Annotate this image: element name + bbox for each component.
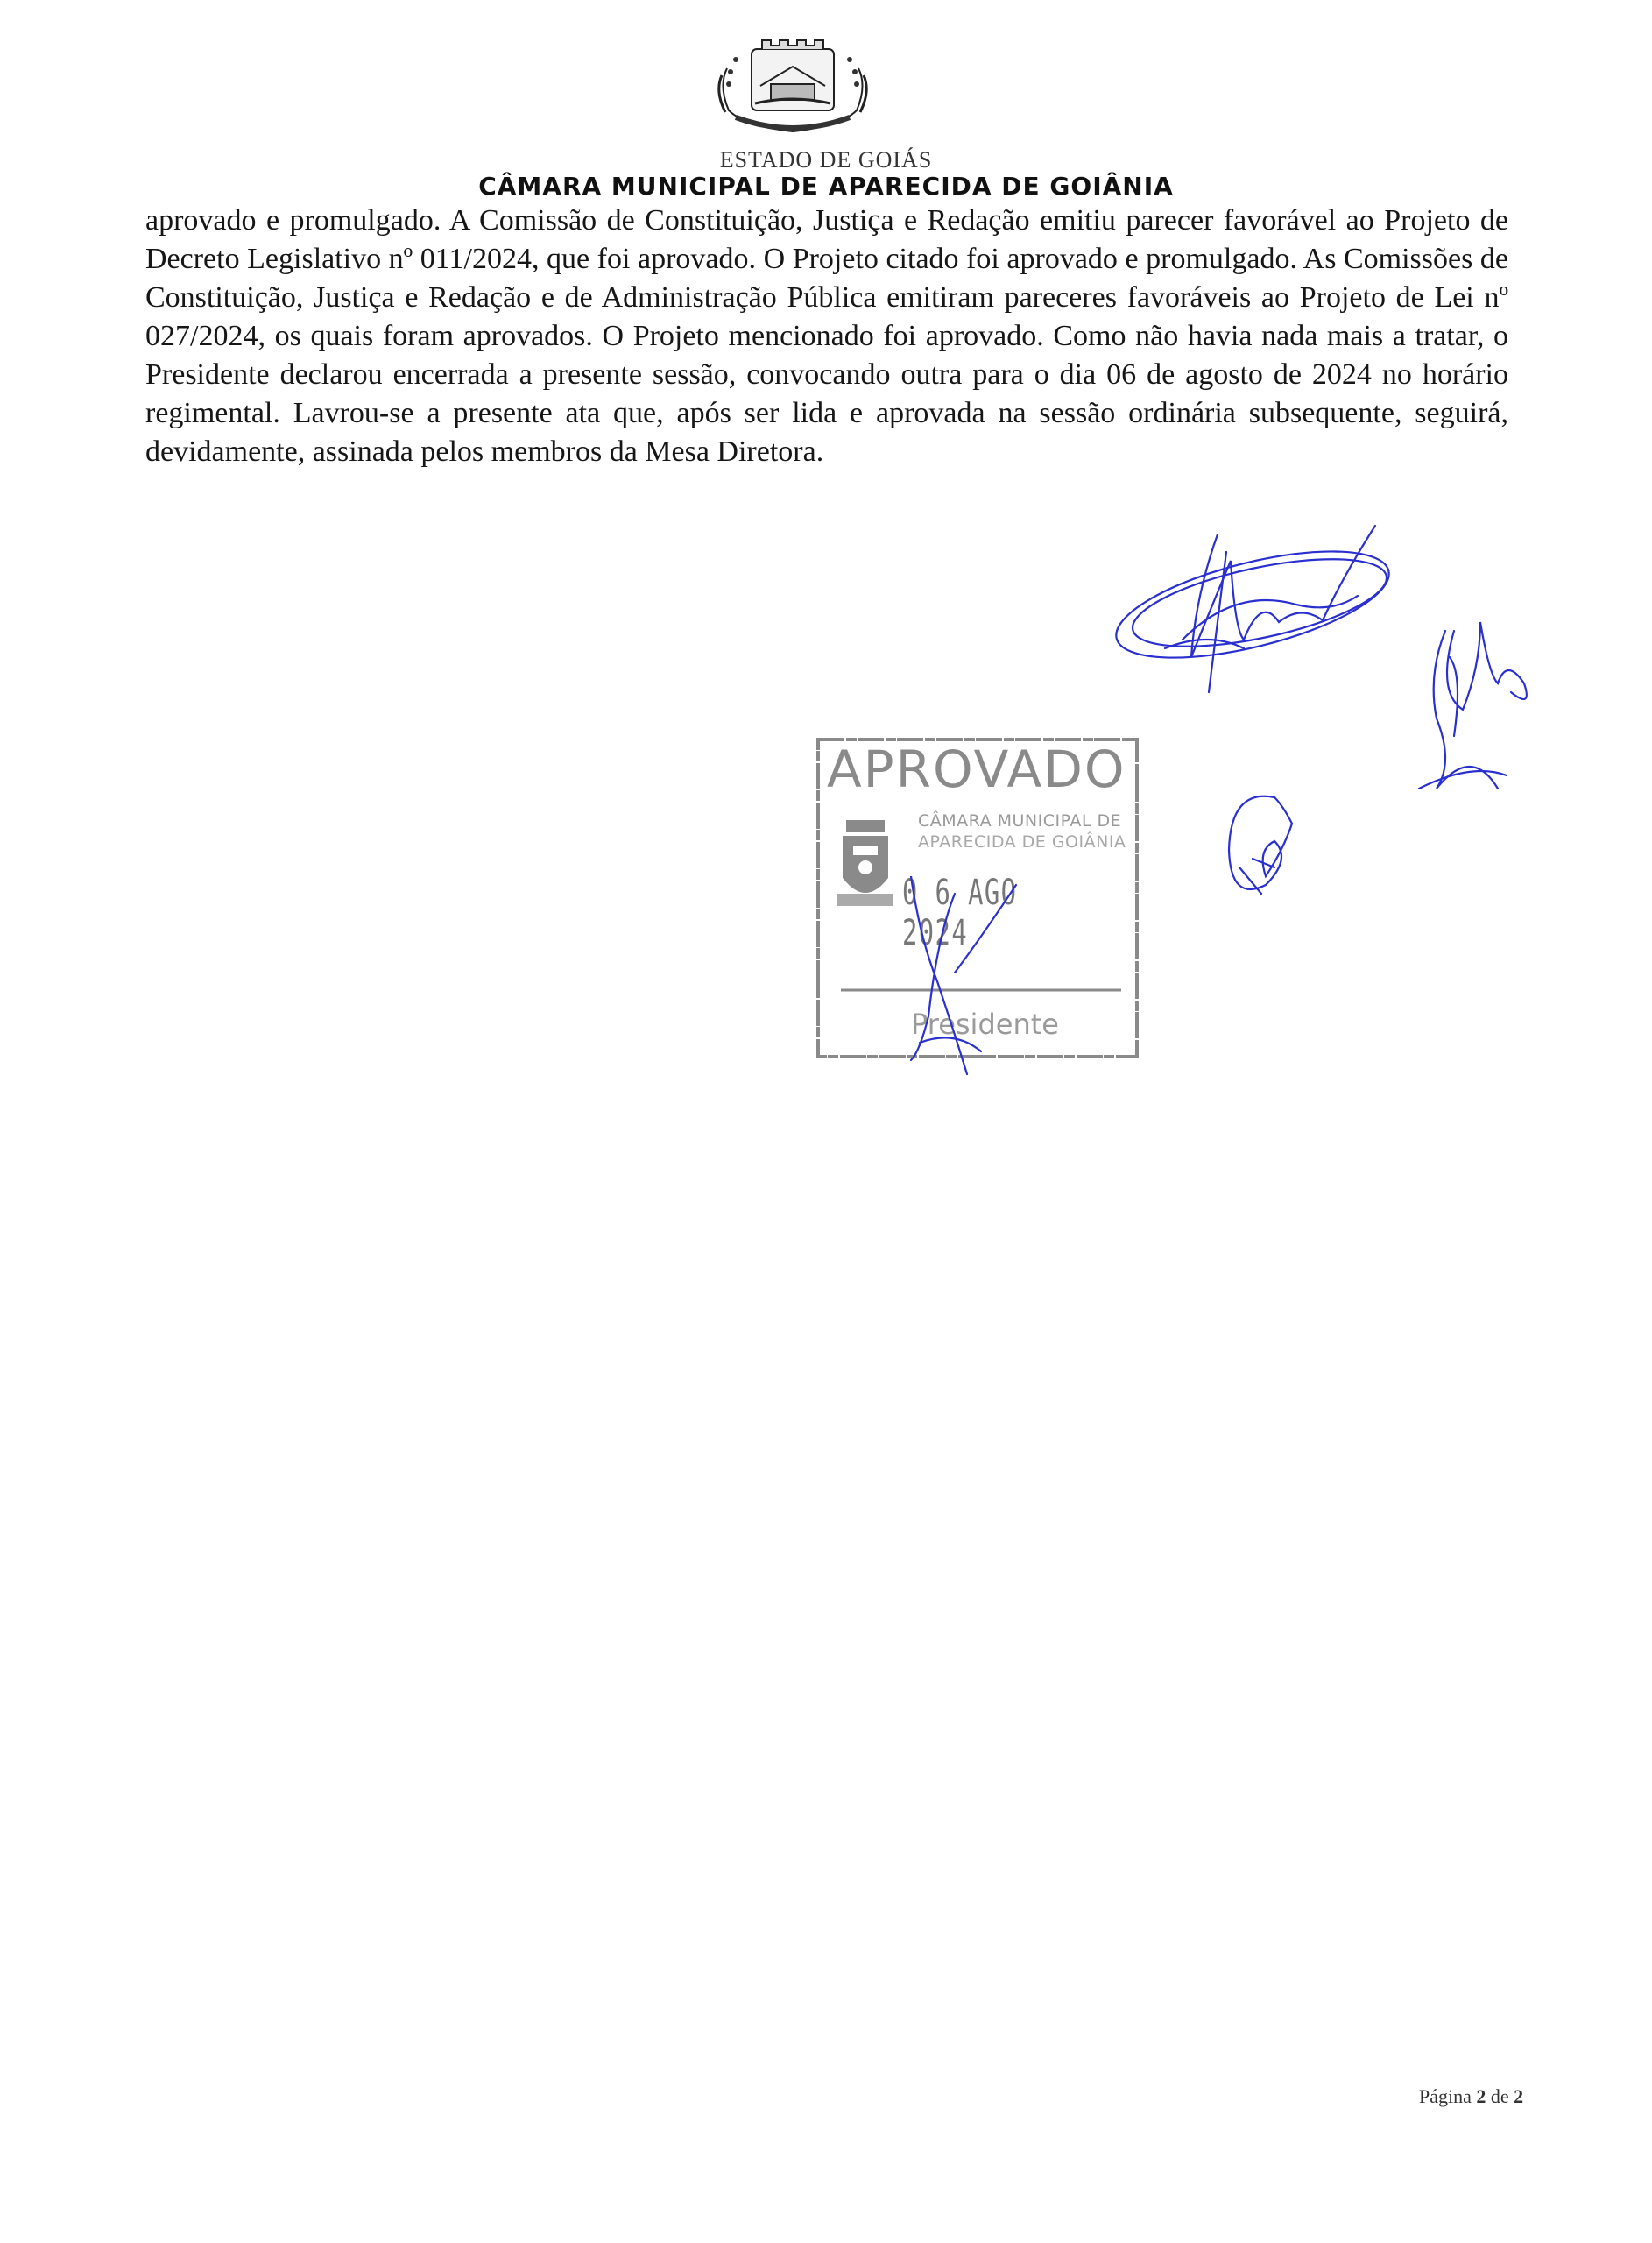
stamp-institution-line1: CÂMARA MUNICIPAL DE <box>918 811 1122 831</box>
stamp-signature <box>902 876 1034 1078</box>
stamp-date: 0 6 AGO 2024 <box>902 873 1018 953</box>
signature-3 <box>1222 780 1301 911</box>
page-separator: de <box>1490 2085 1509 2107</box>
minutes-body-text: aprovado e promulgado. A Comissão de Constituição, Justiça e Redação emitiu parecer favorável ao Projeto de Decreto Legislativo nº 011/2024, que foi aprovado. O Projeto citado foi aprovado e promulgado. As Comissões de Constituição, Justiça e Redação e de Administração Pública emitiram pareceres favoráveis ao Projeto de Lei nº 027/2024, os quais foram aprovados. O Projeto mencionado foi aprovado. Como não havia nada mais a tratar, o Presidente declarou encerrada a presente sessão, convocando outra para o dia 06 de agosto de 2024 no horário regimental. Lavrou-se a presente ata que, após ser lida e aprovada na sessão ordinária subsequente, seguirá, devidamente, assinada pelos membros da Mesa Diretora. <box>145 204 1508 468</box>
municipal-crest-icon <box>710 33 876 138</box>
stamp-crest-icon <box>837 817 893 913</box>
state-name: ESTADO DE GOIÁS <box>719 147 933 173</box>
page-current: 2 <box>1476 2085 1486 2107</box>
page-label: Página <box>1419 2085 1472 2107</box>
page-total: 2 <box>1514 2085 1524 2107</box>
stamp-role: Presidente <box>911 1008 1059 1041</box>
stamp-institution-line2: APARECIDA DE GOIÂNIA <box>918 832 1126 852</box>
approval-stamp <box>815 736 1140 1060</box>
signature-1 <box>1112 499 1410 701</box>
page-number <box>1419 2085 1523 2108</box>
chamber-name: CÂMARA MUNICIPAL DE APARECIDA DE GOIÂNIA <box>478 172 1174 201</box>
stamp-title: APROVADO <box>827 739 1126 799</box>
signature-2 <box>1401 613 1550 797</box>
